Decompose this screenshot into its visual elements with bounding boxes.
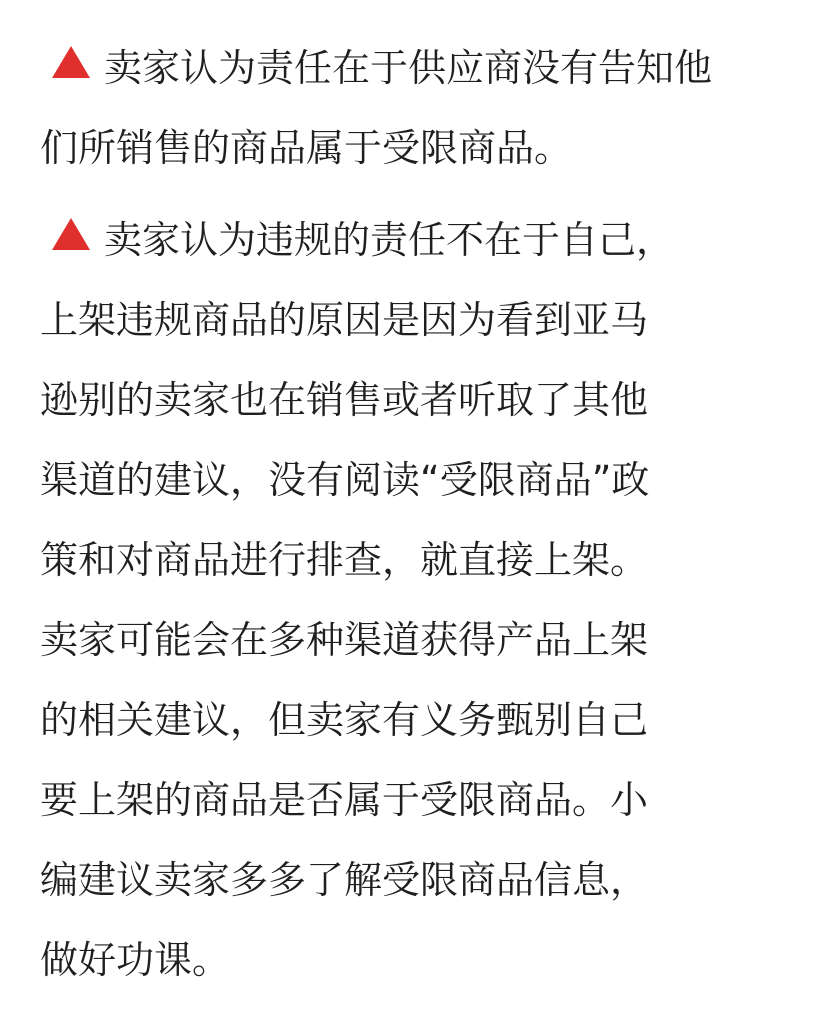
text-line-content: 卖家可能会在多种渠道获得产品上架	[40, 617, 649, 662]
text-line	[40, 596, 810, 676]
text-line	[40, 24, 810, 104]
warning-triangle-icon	[52, 46, 90, 78]
text-line	[40, 516, 810, 596]
text-line-content: 做好功课。	[40, 937, 231, 982]
text-line	[40, 676, 810, 756]
text-line-content: 逊别的卖家也在销售或者听取了其他	[40, 377, 649, 422]
text-line-content: 要上架的商品是否属于受限商品。小	[40, 777, 649, 822]
paragraph-supplier-responsibility	[40, 24, 810, 184]
text-line	[40, 196, 810, 276]
text-line	[40, 916, 810, 996]
text-line-content: 上架违规商品的原因是因为看到亚马	[40, 297, 649, 342]
warning-triangle-icon	[52, 218, 90, 250]
text-line	[40, 276, 810, 356]
text-line	[40, 356, 810, 436]
text-line-content: 渠道的建议，没有阅读“受限商品”政	[40, 457, 650, 502]
text-line-content: 策和对商品进行排查，就直接上架。	[40, 537, 649, 582]
text-line-content: 卖家认为违规的责任不在于自己，	[104, 217, 675, 262]
text-line	[40, 836, 810, 916]
text-line	[40, 104, 810, 184]
text-line-content: 的相关建议，但卖家有义务甄别自己	[40, 697, 649, 742]
text-line-content: 编建议卖家多多了解受限商品信息，	[40, 857, 649, 902]
paragraph-violation-responsibility	[40, 196, 810, 996]
text-line	[40, 756, 810, 836]
text-line-content: 卖家认为责任在于供应商没有告知他	[104, 45, 713, 90]
text-line-content: 们所销售的商品属于受限商品。	[40, 125, 573, 170]
text-line	[40, 436, 810, 516]
